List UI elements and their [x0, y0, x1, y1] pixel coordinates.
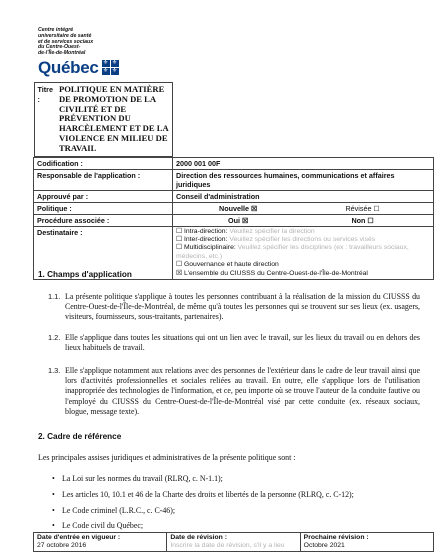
paragraph-number: 1.1. — [48, 292, 61, 301]
prochaine-cell — [300, 533, 433, 552]
responsable-value: Direction des ressources humaines, communications et affaires juridiques — [173, 169, 434, 190]
entree-value: 27 octobre 2016 — [37, 542, 87, 549]
title-cell — [34, 82, 173, 157]
list-item: • Le Code civil du Québec; — [52, 521, 144, 530]
revision-cell — [167, 533, 300, 552]
entree-label: Date d'entrée en vigueur : — [37, 534, 121, 541]
codification-value: 2000 001 00F — [173, 157, 434, 169]
destinataire-value — [173, 226, 434, 279]
entree-cell — [34, 533, 167, 552]
responsable-label: Responsable de l'application : — [34, 169, 173, 190]
revision-label: Date de révision : — [170, 534, 227, 541]
prochaine-label: Prochaine révision : — [303, 534, 369, 541]
dest-gouvernance: ☐ Gouvernance et haute direction — [176, 261, 279, 269]
dest-inter: ☐ Inter-direction: Veuillez spécifier les directions ou services visés — [176, 235, 376, 243]
codification-label: Codification : — [34, 157, 173, 169]
politique-nouvelle-checkbox: Nouvelle ☒ — [219, 203, 258, 213]
politique-label: Politique : — [34, 202, 173, 214]
paragraph-1-2: 1.2. Elle s'applique dans toutes les situations qui ont un lien avec le travail, sur les lieux du travail ou en dehors des lieux habituels de travail. — [48, 333, 420, 353]
politique-revisee-checkbox: Révisée ☐ — [345, 203, 380, 213]
prochaine-value: Octobre 2021 — [303, 542, 345, 549]
dest-multidisciplinaire: ☐ Multidisciplinaire: Veuillez spécifier les disciplines (ex : travailleurs sociaux, médecins, etc.) — [176, 244, 409, 260]
policy-metadata-table — [33, 82, 434, 280]
procedure-non-checkbox: Non ☐ — [351, 215, 374, 225]
destinataire-label: Destinataire : — [34, 226, 173, 279]
list-item: • Le Code criminel (L.R.C., c. C-46); — [52, 506, 176, 515]
paragraph-1-3: 1.3. Elle s'applique notamment aux relations avec des personnes de l'extérieur dans le cadre de leur travail ainsi que lors d'activités professionnelles et sociales reliées au travail. En outre, elle s'applique lors de l'utilisation inappropriée des technologies de l'information, et ce, peu importe où se trouve l'auteur de la conduite fautive ou l'employé du CIUSSS du Centre-Ouest-de-l'Île-de-Montréal visé par cette conduite (ex. réseaux sociaux, blogue, message texte). — [48, 366, 420, 416]
section-2-intro: Les principales assises juridiques et administratives de la présente politique sont : — [38, 453, 296, 462]
dest-ensemble: ☒ L'ensemble du CIUSSS du Centre-Ouest-de-l'Île-de-Montréal — [176, 269, 368, 277]
procedure-label: Procédure associée : — [34, 214, 173, 226]
approuve-label: Approuvé par : — [34, 190, 173, 202]
dest-intra: ☐ Intra-direction: Veuillez spécifier la direction — [176, 227, 315, 235]
fleur-de-lis-flag-icon: ⚜ ⚜ ⚜ ⚜ — [102, 60, 118, 75]
logo-organization-name: Centre intégré universitaire de santé et de services sociaux du Centre-Ouest- de-l'Île-de-Montréal — [38, 27, 94, 57]
paragraph-number: 1.2. — [48, 333, 61, 342]
procedure-value — [173, 214, 434, 226]
approuve-value: Conseil d'administration — [173, 190, 434, 202]
section-1-heading: 1. Champs d'application — [38, 270, 132, 279]
paragraph-1-1: 1.1. La présente politique s'applique à toutes les personnes contribuant à la réalisation de la mission du CIUSSS du Centre-Ouest-de-l'Île-de-Montréal, de même qu'à toutes les personnes qui se trouvent sur ses lieux (ex. usagers, visiteurs, fournisseurs, sous-traitants, partenaires). — [48, 292, 420, 322]
list-item: • La Loi sur les normes du travail (RLRQ, c. N-1.1); — [52, 474, 223, 483]
section-2-heading: 2. Cadre de référence — [38, 432, 122, 441]
quebec-wordmark: Québec — [38, 57, 99, 77]
politique-value — [173, 202, 434, 214]
footer-dates-table — [33, 532, 434, 552]
list-item: • Les articles 10, 10.1 et 46 de la Charte des droits et libertés de la personne (RLRQ, c. C-12); — [52, 490, 354, 499]
policy-title: POLITIQUE EN MATIÈRE DE PROMOTION DE LA CIVILITÉ ET DE PRÉVENTION DU HARCÈLEMENT ET DE LA VIOLENCE EN MILIEU DE TRAVAIL — [58, 84, 169, 153]
paragraph-number: 1.3. — [48, 366, 61, 375]
revision-hint: Inscrire la date de révision, s'il y a lieu — [170, 542, 285, 549]
title-label: Titre : — [37, 85, 53, 104]
ciusss-logo — [38, 28, 168, 78]
procedure-oui-checkbox: Oui ☒ — [228, 215, 249, 225]
